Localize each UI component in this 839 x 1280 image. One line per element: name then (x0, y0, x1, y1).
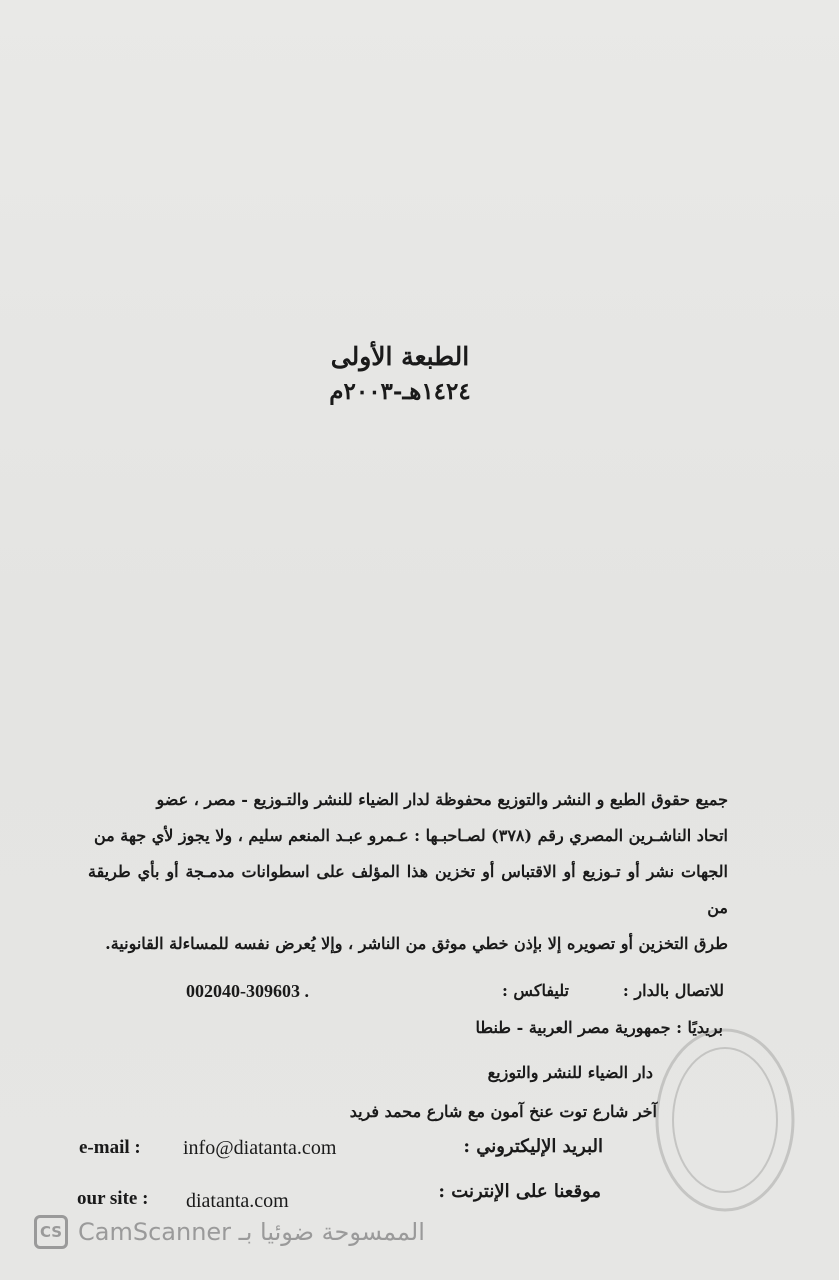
copyright-line: الجهات نشر أو تـوزيع أو الاقتباس أو تخزين هذا المؤلف على اسطوانات مدمـجة أو بأي طريقة من (88, 862, 728, 917)
email-label-ar: البريد الإليكتروني : (463, 1136, 603, 1157)
camscanner-logo-icon: CS (34, 1215, 68, 1249)
edition-title: الطبعة الأولى (330, 342, 470, 371)
email-link[interactable]: info@diatanta.com (183, 1137, 337, 1159)
publisher-name: دار الضياء للنشر والتوزيع (487, 1063, 653, 1082)
scanner-watermark (34, 1212, 425, 1252)
site-label-ar: موقعنا على الإنترنت : (438, 1181, 601, 1202)
telefax-label: تليفاكس : (501, 981, 569, 1000)
edition-date: ١٤٢٤هـ-٢٠٠٣م (329, 378, 471, 405)
copyright-notice (88, 782, 728, 962)
contact-label: للاتصال بالدار : (622, 981, 724, 1000)
site-link[interactable]: diatanta.com (186, 1190, 289, 1212)
copyright-line: جميع حقوق الطبع و النشر والتوزيع محفوظة لدار الضياء للنشر والتـوزيع - مصر ، عضو (156, 790, 728, 809)
copyright-line: طرق التخزين أو تصويره إلا بإذن خطي موثق من الناشر ، وإلا يُعرض نفسه للمساءلة القانونية. (105, 934, 728, 953)
postal-address: بريديًا : جمهورية مصر العربية - طنطا (475, 1018, 723, 1037)
telefax-number: 002040-309603 . (186, 981, 309, 1001)
site-label-en: our site : (77, 1188, 149, 1209)
copyright-line: اتحاد الناشـرين المصري رقم (٣٧٨) لصـاحبـها : عـمرو عبـد المنعم سليم ، ولا يجوز لأي جهة من (93, 826, 728, 845)
email-label-en: e-mail : (79, 1137, 141, 1158)
street-address: آخر شارع توت عنخ آمون مع شارع محمد فريد (349, 1102, 657, 1121)
edition-block (300, 340, 500, 408)
stamp-impression (650, 1020, 800, 1220)
watermark-text: الممسوحة ضوئيا بـ CamScanner (78, 1218, 425, 1246)
